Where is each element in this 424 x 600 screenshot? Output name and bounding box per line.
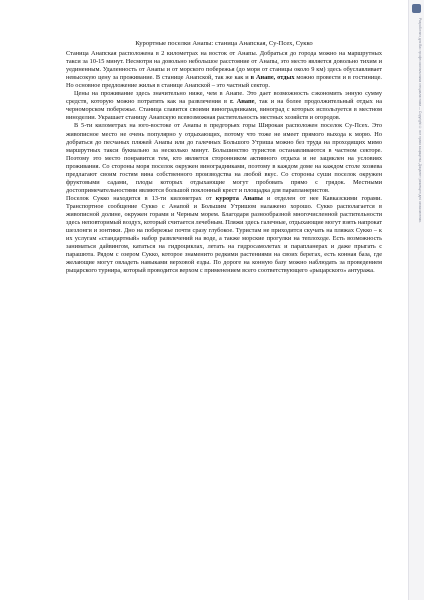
bold-phrase: г. Анапе (229, 98, 255, 106)
paragraph-text: можно провести и в гостинице. Но основное предложение жилья в станице Анапской – это частный сектор. (66, 74, 382, 90)
document-title: Курортные поселки Анапы: станица Анапская, Су-Псех, Сукко (135, 40, 313, 47)
paragraph-sukko (66, 195, 382, 275)
paragraph-su-psekh (66, 122, 382, 194)
paragraph-text: Станица Анапская расположена в 2 километрах на восток от Анапы. Добраться до города можно на маршрутных такси за 10-15 минут. Несмотря на довольно небольшое расстояние от Анапы, это место является довольно тихим и уединенным. Удаленность от Анапы и от морского побережья (до моря от станицы около 9 км) здесь обуславливает невысокую цену за проживание. В станице Анапской, так же как и (66, 50, 382, 82)
paragraph-text: В 5-ти километрах на юго-востоке от Анапы в предгорьях горы Широкая расположен поселок Су-Псех. Это живописное место не очень популярно у отдыхающих, потому что тоже не имеет прямого выхода к морю. Но добраться до песчаных пляжей Анапы или до галечных Большого Утриша можно без труда на проходящих мимо маршрутных такси буквально за несколько минут. Большинство туристов останавливаются в частном секторе. Поэтому это место понравится тем, кто является сторонником активного отдыха и не зациклен на условиях проживания. Со стороны моря поселок окружен виноградниками, поэтому в каждом доме на каждом столе хозяева предлагают своим гостям вина собственного производства на любой вкус. Со стороны суши поселок окружен фруктовыми садами, плоды которых отдыхающие могут пробовать прямо с грядок. Местными достопримечательностями являются большой поклонный крест и площадка для парапланеристов. (66, 122, 382, 194)
bold-phrase: курорта Анапы (215, 194, 263, 202)
bold-phrase: в Анапе, отдых (250, 74, 295, 82)
paragraph-text: Цены на проживание здесь значительно ниже, чем в Анапе. Это дает возможность сэкономить энную сумму средств, которую можно потратить как на развлечения в (66, 90, 382, 106)
logo-icon (412, 4, 421, 13)
paragraph-prices (66, 90, 382, 122)
side-caption: Разработано для Вас профессиональными специалистами — Copyright © все права защищены. Документ размещен для ознакомления. (418, 18, 422, 223)
paragraph-text: , так и на более продолжительный отдых на черноморском побережье. Станица славится своими виноградниками, виноград с которых используется в местном виноделии. Украшает станицу Анапскую всевозможная растительность местных хозяйств и огородов. (66, 98, 382, 122)
paragraph-text: Поселок Сукко находится в 13-ти километрах от (66, 194, 216, 202)
paragraph-text: и отделен от нее Кавказскими горами. Транспортное сообщение Сукко с Анапой и Большим Утришом налажено хорошо. Сукко располагается в живописной долине, окружен горами и Черным морем. Благодаря разнообразной многочисленной растительности здесь неповторимый воздух, который считается лечебным. Пляжи здесь галечные, отдыхающие могут взять напрокат шезлонги и зонтики. Дно на побережье почти сразу глубокое. Туристам не приходится скучать на пляжах Сукко – к их услугам «стандартный» набор развлечений на воде, а также морские прогулки на теплоходе. Есть возможность заниматься дайвингом, кататься на гидроциклах, летать на гидросамолетах и парапланерах и даже прыгать с парашюта. Рядом с озером Сукко, которое знаменито редкими растениями на своих берегах, есть конная база, где желающие могут овладеть навыками верховой езды. По дороге на конную базу можно наблюдать за проведением рыцарского турнира, который проводится верхом с применением всего соответствующего «рыцарского» антуража. (66, 194, 382, 275)
document-page (66, 40, 382, 275)
paragraph-stanitsa-anapskaya (66, 50, 382, 90)
side-strip (408, 0, 424, 600)
